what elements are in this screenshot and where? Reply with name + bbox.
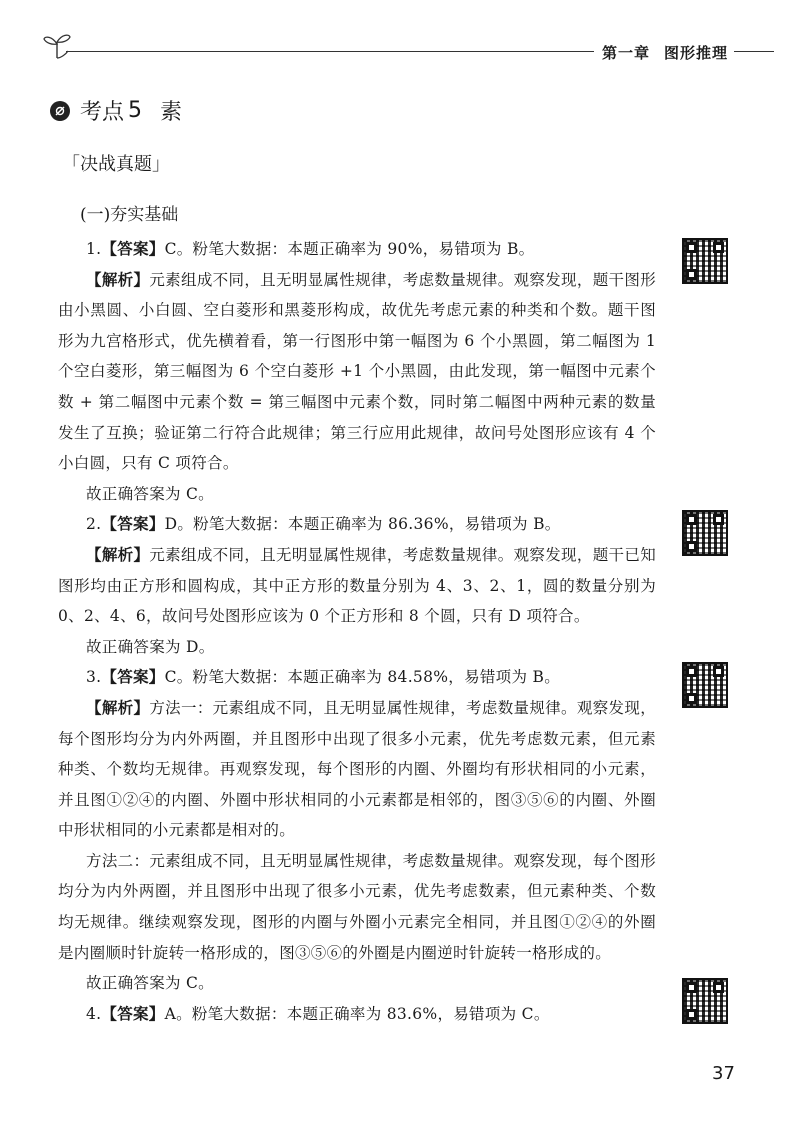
analysis-tag: 【解析】 bbox=[86, 544, 150, 564]
answer-text: D。粉笔大数据：本题正确率为 86.36%，易错项为 B。 bbox=[164, 515, 561, 534]
chapter-label: 第一章 bbox=[602, 44, 651, 62]
analysis-tag: 【解析】 bbox=[86, 697, 150, 717]
qr-code-icon[interactable] bbox=[682, 238, 728, 284]
analysis-paragraph bbox=[58, 265, 656, 479]
answer-tag: 【答案】 bbox=[101, 514, 165, 534]
conclusion-line: 故正确答案为 D。 bbox=[86, 637, 215, 656]
header-rule-left bbox=[66, 51, 594, 52]
chapter-title: 图形推理 bbox=[664, 44, 729, 62]
analysis-tag: 【解析】 bbox=[86, 269, 150, 289]
qr-code-icon[interactable] bbox=[682, 978, 728, 1024]
entry-number: 1. bbox=[86, 240, 102, 258]
section-title: 「决战真题」 bbox=[62, 154, 170, 175]
analysis-paragraph bbox=[58, 693, 656, 846]
chapter-header bbox=[596, 42, 734, 63]
answer-text: C。粉笔大数据：本题正确率为 90%，易错项为 B。 bbox=[164, 240, 535, 258]
point-name: 素 bbox=[160, 100, 183, 125]
analysis-paragraph bbox=[58, 540, 656, 632]
answer-tag: 【答案】 bbox=[101, 1003, 165, 1023]
point-badge-icon bbox=[50, 101, 70, 121]
answer-text: C。粉笔大数据：本题正确率为 84.58%，易错项为 B。 bbox=[164, 668, 561, 687]
sprout-icon bbox=[42, 30, 72, 60]
answer-line-1 bbox=[58, 234, 656, 265]
header-rule-right bbox=[734, 51, 774, 52]
answer-line-4 bbox=[58, 999, 656, 1030]
answer-tag: 【答案】 bbox=[101, 239, 165, 258]
point-heading bbox=[50, 95, 182, 126]
answer-content bbox=[58, 234, 656, 1029]
conclusion-line: 故正确答案为 C。 bbox=[86, 484, 214, 503]
qr-code-icon[interactable] bbox=[682, 662, 728, 708]
analysis-text: 元素组成不同，且无明显属性规律，考虑数量规律。观察发现，题干已知图形均由正方形和圆构成，其中正方形的数量分别为 4、3、2、1，圆的数量分别为 0、2、4、6，故问号处图形应该为 0 个正方形和 8 个圆，只有 D 项符合。 bbox=[58, 545, 656, 626]
point-label: 考点 bbox=[80, 100, 125, 125]
answer-line-2 bbox=[58, 509, 656, 540]
answer-text: A。粉笔大数据：本题正确率为 83.6%，易错项为 C。 bbox=[164, 1004, 550, 1023]
analysis-text: 方法一：元素组成不同，且无明显属性规律，考虑数量规律。观察发现，每个图形均分为内外两圈，并且图形中出现了很多小元素，优先考虑数元素，但元素种类、个数均无规律。再观察发现，每个图形的内圈、外圈均有形状相同的小元素，并且图①②④的内圈、外圈中形状相同的小元素都是相邻的，图③⑤⑥的内圈、外圈中形状相同的小元素都是相对的。 bbox=[58, 698, 656, 840]
subsection-title: (一)夯实基础 bbox=[80, 205, 179, 225]
point-number: 5 bbox=[128, 98, 143, 123]
entry-number: 4. bbox=[86, 1004, 102, 1023]
page-number: 37 bbox=[712, 1063, 735, 1084]
qr-code-icon[interactable] bbox=[682, 510, 728, 556]
answer-tag: 【答案】 bbox=[101, 667, 165, 687]
entry-number: 3. bbox=[86, 668, 102, 687]
analysis-text: 元素组成不同，且无明显属性规律，考虑数量规律。观察发现，题干图形由小黑圆、小白圆、空白菱形和黑菱形构成，故优先考虑元素的种类和个数。题干图形为九宫格形式，优先横着看，第一行图形中第一幅图为 6 个小黑圆，第二幅图为 1 个空白菱形，第三幅图为 6 个空白菱形 +1 个小黑圆，由此发现，第一幅图中元素个数 + 第二幅图中元素个数 = 第三幅图中元素个数，同时第二幅图中两种元素的数量发生了互换；验证第二行符合此规律；第三行应用此规律，故问号处图形应该有 4 个小白圆，只有 C 项符合。 bbox=[58, 270, 656, 473]
analysis-paragraph-method-2: 方法二：元素组成不同，且无明显属性规律，考虑数量规律。观察发现，每个图形均分为内外两圈，并且图形中出现了很多小元素，优先考虑数素，但元素种类、个数均无规律。继续观察发现，图形的内圈与外圈小元素完全相同，并且图①②④的外圈是内圈顺时针旋转一格形成的，图③⑤⑥的外圈是内圈逆时针旋转一格形成的。 bbox=[58, 851, 656, 962]
entry-number: 2. bbox=[86, 515, 102, 534]
answer-line-3 bbox=[58, 662, 656, 693]
conclusion-line: 故正确答案为 C。 bbox=[86, 974, 214, 993]
